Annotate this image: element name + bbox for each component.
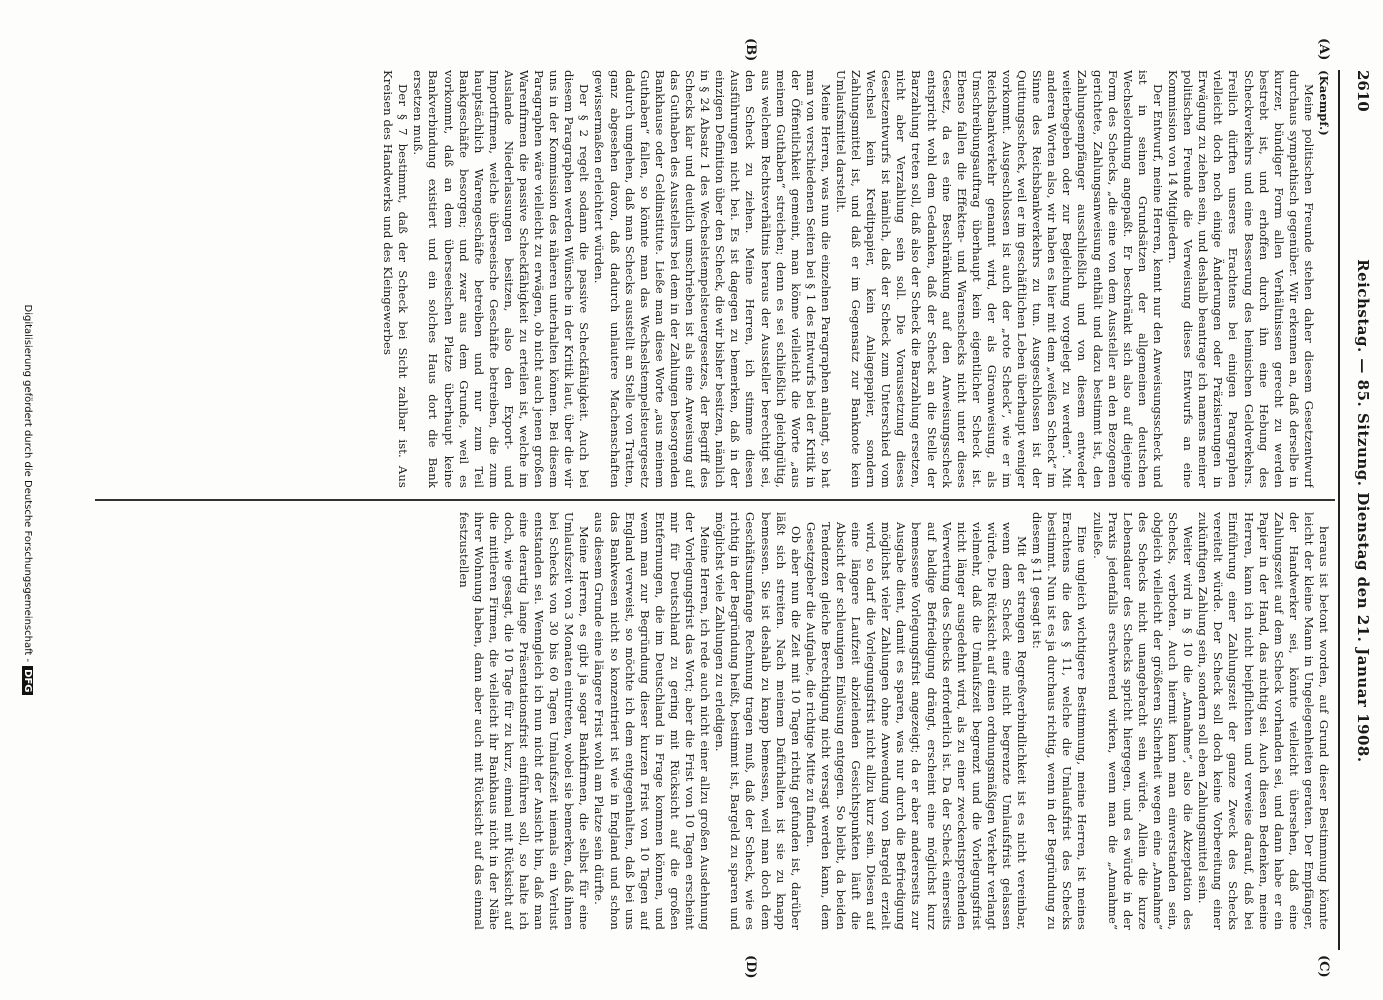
digitization-footer	[22, 0, 33, 1000]
paragraph: heraus ist betont worden, auf Grund dieser Bestimmung könnte leicht der kleine Mann in Ungelegenheiten geraten. Der Empfänger, der Handwerker sei, könnte vielleicht übersehen, daß eine Zahlungszeit auf dem Scheck vorhanden sei, und dann habe er ein Papier in der Hand, das nichtig sei. Auch diesen Bedenken, meine Herren, kann ich nicht beipflichten und verweise darauf, daß bei Einführung einer Zahlungszeit der ganze Zweck des Schecks vereitelt würde. Der Scheck soll doch keine Vorbereitung einer zukünftigen Zahlung sein, sondern soll eben Zahlungsmittel sein.	[1196, 512, 1331, 930]
paragraph: Meine Herren, ich rede auch nicht einer allzu großen Ausdehnung der Vorlegungsfrist das Wort; aber die Frist von 10 Tagen erscheint mir für Deutschland zu gering mit Rücksicht auf die großen Entfernungen, die im Deutschland in Frage kommen können, und wenn man zur Begründung dieser kurzen Frist von 10 Tagen auf England verweist, so möchte ich dem entgegenhalten, daß bei uns das Bankwesen nicht so konzentriert ist wie in England und schon aus diesem Grunde eine längere Frist wohl am Platze sein dürfte.	[592, 512, 713, 930]
column-divider	[95, 499, 1335, 501]
left-column	[96, 70, 1331, 488]
speaker-name: (Kaempf.)	[1317, 70, 1331, 136]
footer-text: Digitalisierung gefördert durch die Deutsche Forschungsgemeinschaft -	[22, 304, 33, 663]
paragraph: Ob aber nun die Zeit mit 10 Tagen richtig gefunden ist, darüber läßt sich streiten. Nach meinem Dafürhalten ist sie zu knapp bemessen. Sie ist deshalb zu knapp bemessen, weil man doch dem Geschäftsumfange Rechnung tragen muß, daß der Scheck, wie es richtig in der Begründung heißt, bestimmt ist, Bargeld zu sparen und möglichst viele Zahlungen zu erledigen.	[713, 512, 803, 930]
margin-label-b: (B)	[743, 38, 758, 62]
dfg-logo: DFG	[22, 666, 33, 695]
page-title: Reichstag. — 85. Sitzung. Dienstag den 21. Januar 1908.	[1354, 259, 1372, 763]
paragraph: Der § 7 bestimmt, daß der Scheck bei Sicht zahlbar ist. Aus Kreisen des Handwerks und des Kleingewerbes	[381, 70, 411, 488]
margin-label-d: (D)	[743, 955, 758, 979]
paragraph: Eine ungleich wichtigere Bestimmung, meine Herren, ist meines Erachtens die des § 11, welche die Umlaufsfrist des Schecks bestimmt. Nun ist es ja durchaus richtig, wenn in der Begründung zu diesem § 11 gesagt ist:	[1030, 512, 1090, 930]
margin-label-a: (A)	[1316, 38, 1331, 61]
margin-label-c: (C)	[1316, 955, 1331, 978]
paragraph: Der Entwurf, meine Herren, kennt nur den Anweisungsscheck und ist in seinen Grundsätzen der allgemeinen deutschen Wechselordnung angepaßt. Er beschränkt sich also auf diejenige Form des Schecks, „die eine von dem Aussteller an den Bezogenen gerichtete, Zahlungsanweisung enthält und dazu bestimmt ist, den Zahlungsempfänger ausschließlich und von diesem entweder weiterbegeben oder zur Begleichung vorgelegt zu werden“. Mit anderen Worten also, wir haben es hier mit dem „weißen Scheck“ im Sinne des Reichsbankverkehrs zu tun. Ausgeschlossen ist der Quittungsscheck, weil er im geschäftlichen Leben überhaupt weniger vorkommt. Ausgeschlossen ist auch der „rote Scheck“, wie er im Reichsbankverkehr genannt wird, der als Giroanweisung, als Umschreibungsauftrag überhaupt kein eigentlicher Scheck ist. Ebenso fallen die Effekten- und Warenschecks nicht unter dieses Gesetz, da es eine Beschränkung auf den Anweisungsscheck entspricht wohl dem Gedanken, daß der Scheck an die Stelle der Barzahlung treten soll, daß also der Scheck die Barzahlung ersetzen, nicht aber Verzahlung sein soll. Die Voraussetzung dieses Gesetzentwurfs ist nämlich, daß der Scheck zum Unterschied vom Wechsel kein Kreditpapier, kein Anlagepapier, sondern Zahlungsmittel ist, und daß er im Gegensatz zur Banknote kein Umlaufsmittel darstellt.	[834, 70, 1165, 488]
paragraph: Weiter wird in § 10 die „Annahme“, also die Akzeptation des Schecks, verboten. Auch hiermit kann man einverstanden sein, obgleich vielleicht der größeren Sicherheit wegen eine „Annahme“ des Schecks nicht unangebracht sein würde. Allein die kurze Lebensdauer des Schecks spricht hiergegen, und es würde in der Praxis jedenfalls erschwerend wirken, wenn man die „Annahme“ zuließe.	[1090, 512, 1196, 930]
paragraph: Meine Herren, was nun die einzelnen Paragraphen anlangt, so hat man von verschiedenen Seiten bei § 1 des Entwurfs bei der Kritik in der Öffentlichkeit gemeint, man könne vielleicht die Worte „aus meinem Guthaben“ streichen; denn es sei schließlich gleichgültig, aus welchem Rechtsverhältnis heraus der Aussteller berechtigt sei, den Scheck zu ziehen. Meine Herren, ich stimme diesen Ausführungen nicht bei. Es ist dagegen zu bemerken, daß in der einzigen Definition über den Scheck, die wir bisher besitzen, nämlich in § 24 Absatz 1 des Wechselstempelsteuergesetzes, der Begriff des Schecks klar und deutlich umschrieben ist als eine Anweisung auf das Guthaben des Ausstellers bei dem in der Zahlungen besorgenden Bankhause oder Geldinstitute. Ließe man diese Worte „aus meinem Guthaben“ fallen, so könnte man das Wechselstempelsteuergesetz dadurch umgehen, daß man Schecks ausstellt an Stelle von Tratten, ganz abgesehen davon, daß dadurch unlautere Machenschaften gewissermaßen erleichtert würden.	[592, 70, 833, 488]
header-rule	[1338, 70, 1340, 950]
paragraph: Meine Herren, es gibt ja sogar Bankfirmen, die selbst für eine Umlaufszeit von 3 Monaten eintreten, wobei sie bemerken, daß ihnen bei Schecks von 30 bis 60 Tagen Umlaufszeit niemals ein Verlust entstanden sei. Wenngleich ich nun nicht der Ansicht bin, daß man eine derartig lange Präsentationsfrist einführen soll, so halte ich doch, wie gesagt, die 10 Tage für zu kurz, einmal mit Rücksicht auf die mittleren Firmen, die vielleicht ihr Bankhaus nicht in der Nähe ihrer Wohnung haben, dann aber auch mit Rücksicht auf das einmal festzustellen	[456, 512, 592, 930]
right-column	[96, 512, 1331, 930]
page-number: 2610	[1354, 70, 1372, 112]
quoted-paragraph: Mit der strengen Regreßverbindlichkeit ist es nicht vereinbar, wenn dem Scheck eine nicht begrenzte Umlaufsfrist gelassen würde. Die Rücksicht auf einen ordnungsmäßigen Verkehr verlangt vielmehr, daß die Umlaufszeit begrenzt und die Vorlegungsfrist nicht länger ausgedehnt wird, als zu einer zweckentsprechenden Verwertung des Schecks erforderlich ist. Da der Scheck einerseits auf baldige Befriedigung drängt, erscheint eine möglichst kurz bemessene Vorlegungsfrist angezeigt; da er aber andererseits zur Ausgabe dient, damit es sparen, was nur durch die Befriedigung möglichst vieler Zahlungen ohne Anwendung von Bargeld erzielt wird, so darf die Vorlegungsfrist nicht allzu kurz sein. Diesen auf eine längere Laufzeit abzielenden Gesichtspunkten läuft die Absicht der schleunigen Einlösung entgegen. So bleibt, da beiden Tendenzen gleiche Berechtigung nicht versagt werden kann, dem Gesetzgeber die Aufgabe, die richtige Mitte zu finden.	[803, 522, 1030, 930]
page-header	[1343, 70, 1383, 950]
paragraph: Der § 2 regelt sodann die passive Scheckfähigkeit. Auch bei diesem Paragraphen werden Wünsche in der Kritik laut, über die wir uns in der Kommission des näheren unterhalten können. Bei diesem Paragraphen wäre vielleicht zu erwägen, ob nicht auch jenen großen Warenfirmen die passive Scheckfähigkeit zu erteilen ist, welche im Auslande Niederlassungen besitzen, also den Export- und Importfirmen, welche überseeische Geschäfte betreiben, die zum hauptsächlich Warengeschäfte betreiben und nur zum Teil Bankgeschäfte besorgen; und zwar aus dem Grunde, weil es vorkommt, daß an dem überseeischen Platze überhaupt keine Bankverbindung existiert und ein solches Haus dort die Bank ersetzen muß.	[411, 70, 592, 488]
paragraph: Meine politischen Freunde stehen daher diesem Gesetzentwurf durchaus sympathisch gegenüber. Wir erkennen an, daß derselbe in kurzer, bündiger Form allen Verhältnissen gerecht zu werden bestrebt ist, und erhoffen durch ihn eine Hebung des Scheckverkehrs und eine Besserung des heimischen Geldverkehrs. Freilich dürften unseres Erachtens bei einigen Paragraphen vielleicht doch noch einige Änderungen oder Präzisierungen in Erwägung zu ziehen sein, und deshalb beantrage ich namens meiner politischen Freunde die Verweisung dieses Entwurfs an eine Kommission von 14 Mitgliedern.	[1166, 70, 1316, 488]
